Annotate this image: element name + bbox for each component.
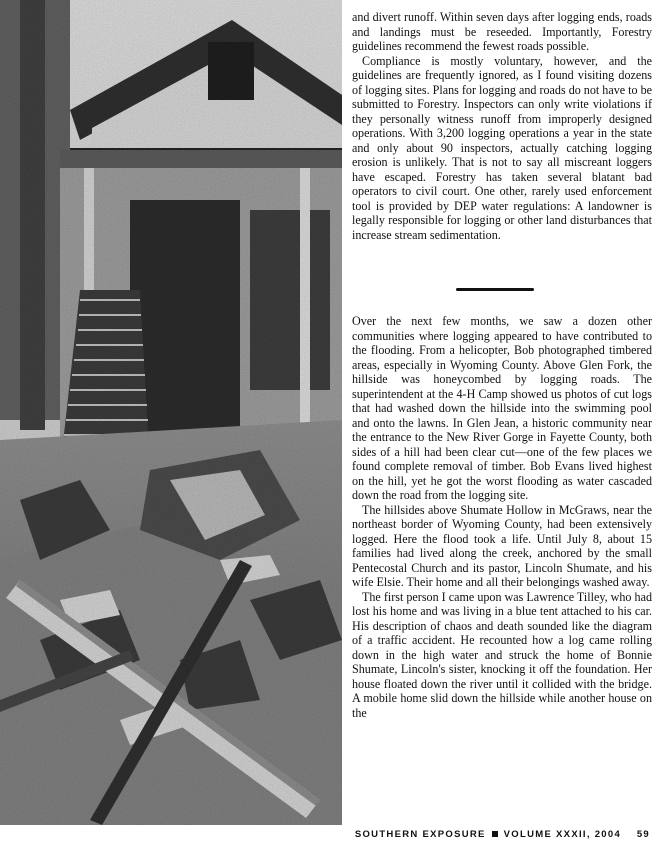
paragraph: Over the next few months, we saw a dozen other communities where logging appeared to have contributed to the flooding. From a helicopter, Bob photographed timbered areas, especially in Wyoming County. Above Glen Fork, the hillside was honeycombed by logging roads. The superintendent at the 4-H Camp showed us photos of cut logs that had washed down the hillside into the swimming pool and onto the lawns. In Glen Jean, a historic community near the entrance to the New River Gorge in Fayette County, both sides of a hill had been clear cut—one of the few places we found complete removal of timber. Bob Evans lived highest on the hill, yet he got the worst flooding as water cascaded down the road from the logging site. — [352, 314, 652, 502]
article-column-bottom — [352, 314, 652, 720]
article-column-top — [352, 10, 652, 242]
paragraph: The hillsides above Shumate Hollow in McGraws, near the northeast border of Wyoming County, had been extensively logged. Here the flood took a life. Until July 8, about 15 families had lived along the creek, anchored by the small Pentecostal Church and its pastor, Lincoln Shumate, and his wife Elsie. Their home and all their belongings washed away. — [352, 502, 652, 589]
volume-info: VOLUME XXXII, 2004 — [503, 829, 622, 840]
page-number: 59 — [636, 829, 650, 840]
paragraph: Compliance is mostly voluntary, however, and the guidelines are frequently ignored, as I found visiting dozens of logging sites. Plans for logging and roads do not have to be submitted to Forestry. Inspectors can only write violations if they personally witness runoff from improperly designed operations. With 3,200 logging operations a year in the state and only about 90 inspectors, actually catching logging erosion is unlikely. That is not to say all miscreant loggers have escaped. Forestry has taken several blatant bad operators to civil court. One other, rarely used enforcement tool is provided by DEP water regulations: A landowner is legally responsible for logging or other land disturbances that increase stream sedimentation. — [352, 53, 652, 242]
publication-name: SOUTHERN EXPOSURE — [354, 829, 486, 840]
paragraph: and divert runoff. Within seven days after logging ends, roads and landings must be reseeded. Importantly, Forestry guidelines recommend the fewest roads possible. — [352, 10, 652, 53]
paragraph: The first person I came upon was Lawrence Tilley, who had lost his home and was living in a blue tent attached to his car. His description of chaos and death sounded like the diagram of a traffic accident. He recounted how a log came rolling down in the high water and struck the home of Bonnie Shumate, Lincoln's sister, knocking it off the foundation. Her house floated down the river until it collided with the bridge. A mobile home slid down the hillside while another house on the — [352, 589, 652, 720]
section-divider — [456, 288, 534, 291]
footer-bullet-icon — [492, 831, 498, 837]
page-footer — [320, 829, 650, 840]
